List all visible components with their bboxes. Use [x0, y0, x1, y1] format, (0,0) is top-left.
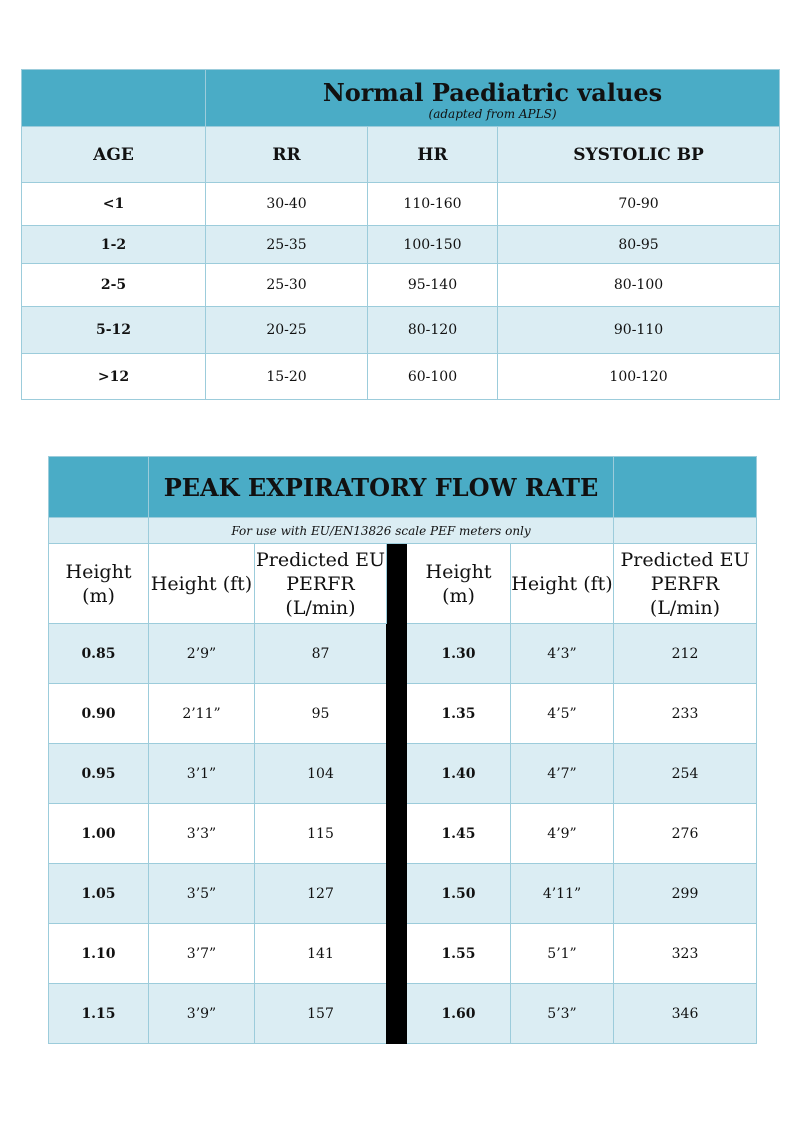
- column-header-height-m: Height (m): [49, 544, 149, 624]
- predicted-perfr-cell: 233: [614, 684, 757, 744]
- predicted-perfr-cell: 127: [255, 864, 387, 924]
- height-m-cell: 1.00: [49, 804, 149, 864]
- height-m-cell: 1.45: [407, 804, 511, 864]
- column-header-predicted-perfr: Predicted EU PERFR (L/min): [614, 544, 757, 624]
- table-row: [22, 183, 780, 226]
- height-ft-cell: 3’1”: [149, 744, 255, 804]
- predicted-perfr-cell: 87: [255, 624, 387, 684]
- height-ft-cell: 4’7”: [511, 744, 614, 804]
- rr-cell: 15-20: [206, 354, 368, 400]
- hr-cell: 60-100: [368, 354, 498, 400]
- height-ft-cell: 3’3”: [149, 804, 255, 864]
- predicted-perfr-cell: 141: [255, 924, 387, 984]
- meter-note: For use with EU/EN13826 scale PEF meters only: [149, 518, 614, 544]
- hr-cell: 80-120: [368, 307, 498, 354]
- column-header-hr: HR: [368, 127, 498, 183]
- height-ft-cell: 5’3”: [511, 984, 614, 1044]
- column-header-predicted-perfr: Predicted EU PERFR (L/min): [255, 544, 387, 624]
- column-header-height-m: Height (m): [407, 544, 511, 624]
- column-header-rr: RR: [206, 127, 368, 183]
- hr-cell: 95-140: [368, 264, 498, 307]
- column-header-systolic-bp: SYSTOLIC BP: [498, 127, 780, 183]
- height-m-cell: 1.50: [407, 864, 511, 924]
- height-m-cell: 1.30: [407, 624, 511, 684]
- rr-cell: 25-35: [206, 226, 368, 264]
- predicted-perfr-cell: 346: [614, 984, 757, 1044]
- table-row: [22, 354, 780, 400]
- table-title: Normal Paediatric values: [322, 78, 663, 107]
- table-row: [22, 226, 780, 264]
- height-ft-cell: 3’7”: [149, 924, 255, 984]
- predicted-perfr-cell: 115: [255, 804, 387, 864]
- systolic-bp-cell: 90-110: [498, 307, 780, 354]
- height-ft-cell: 4’9”: [511, 804, 614, 864]
- table-title: PEAK EXPIRATORY FLOW RATE: [149, 457, 614, 518]
- systolic-bp-cell: 80-95: [498, 226, 780, 264]
- systolic-bp-cell: 80-100: [498, 264, 780, 307]
- height-m-cell: 1.35: [407, 684, 511, 744]
- height-ft-cell: 4’11”: [511, 864, 614, 924]
- height-m-cell: 1.05: [49, 864, 149, 924]
- header-row: [49, 544, 757, 624]
- column-header-height-ft: Height (ft): [149, 544, 255, 624]
- note-spacer-cell: [49, 518, 149, 544]
- height-m-cell: 1.55: [407, 924, 511, 984]
- table-subtitle: (adapted from APLS): [428, 107, 557, 121]
- predicted-perfr-cell: 104: [255, 744, 387, 804]
- height-ft-cell: 3’9”: [149, 984, 255, 1044]
- rr-cell: 20-25: [206, 307, 368, 354]
- height-m-cell: 0.95: [49, 744, 149, 804]
- predicted-perfr-cell: 254: [614, 744, 757, 804]
- predicted-perfr-cell: 212: [614, 624, 757, 684]
- age-cell: >12: [22, 354, 206, 400]
- column-header-age: AGE: [22, 127, 206, 183]
- age-cell: 1-2: [22, 226, 206, 264]
- column-header-height-ft: Height (ft): [511, 544, 614, 624]
- paediatric-values-table: [21, 69, 780, 400]
- age-cell: 5-12: [22, 307, 206, 354]
- predicted-perfr-cell: 323: [614, 924, 757, 984]
- height-m-cell: 0.85: [49, 624, 149, 684]
- table-row: [22, 264, 780, 307]
- height-m-cell: 1.15: [49, 984, 149, 1044]
- rr-cell: 30-40: [206, 183, 368, 226]
- predicted-perfr-cell: 276: [614, 804, 757, 864]
- height-ft-cell: 4’5”: [511, 684, 614, 744]
- hr-cell: 100-150: [368, 226, 498, 264]
- height-ft-cell: 2’9”: [149, 624, 255, 684]
- systolic-bp-cell: 70-90: [498, 183, 780, 226]
- title-spacer-cell: [49, 457, 149, 518]
- height-ft-cell: 2’11”: [149, 684, 255, 744]
- title-spacer-cell: [22, 70, 206, 127]
- title-spacer-cell: [614, 457, 757, 518]
- header-row: [22, 127, 780, 183]
- column-divider: [387, 544, 407, 1044]
- predicted-perfr-cell: 299: [614, 864, 757, 924]
- note-spacer-cell: [614, 518, 757, 544]
- predicted-perfr-cell: 157: [255, 984, 387, 1044]
- rr-cell: 25-30: [206, 264, 368, 307]
- height-ft-cell: 3’5”: [149, 864, 255, 924]
- hr-cell: 110-160: [368, 183, 498, 226]
- systolic-bp-cell: 100-120: [498, 354, 780, 400]
- age-cell: <1: [22, 183, 206, 226]
- peak-flow-table: [48, 456, 757, 1044]
- height-m-cell: 0.90: [49, 684, 149, 744]
- height-m-cell: 1.40: [407, 744, 511, 804]
- height-ft-cell: 5’1”: [511, 924, 614, 984]
- height-m-cell: 1.60: [407, 984, 511, 1044]
- table-title-cell: [206, 70, 780, 127]
- age-cell: 2-5: [22, 264, 206, 307]
- predicted-perfr-cell: 95: [255, 684, 387, 744]
- height-ft-cell: 4’3”: [511, 624, 614, 684]
- table-row: [22, 307, 780, 354]
- height-m-cell: 1.10: [49, 924, 149, 984]
